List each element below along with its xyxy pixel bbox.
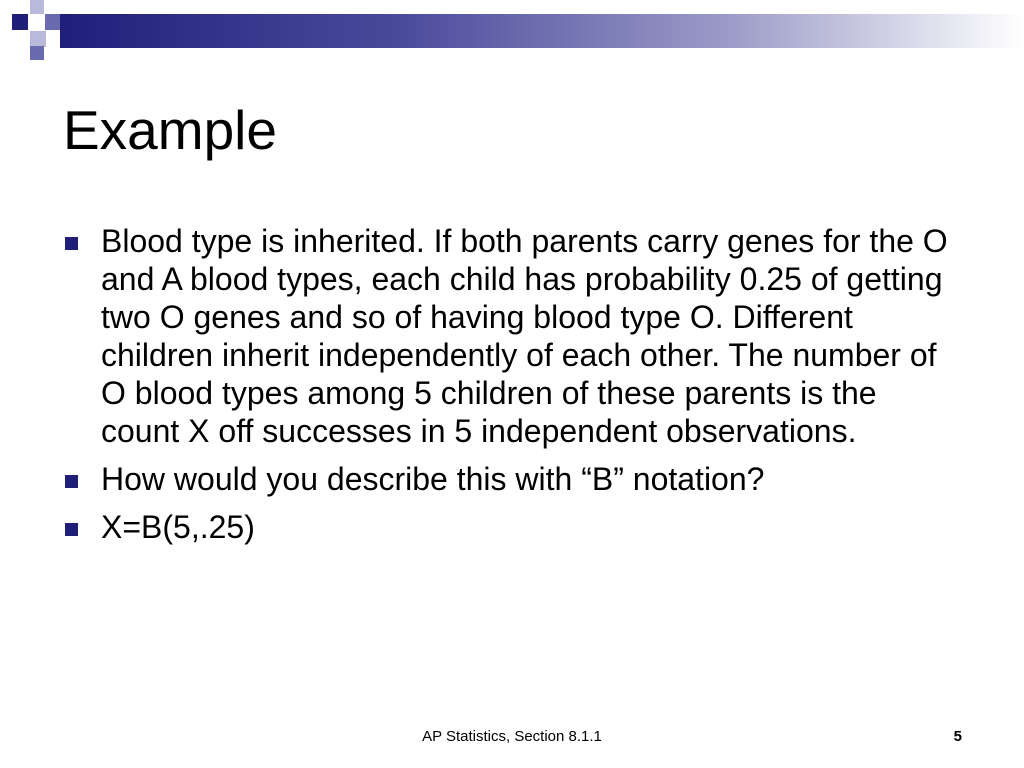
bullet-item xyxy=(62,222,962,450)
bullet-list xyxy=(62,222,962,556)
page-number: 5 xyxy=(953,728,962,745)
slide-title: Example xyxy=(63,99,277,161)
header-gradient-bar xyxy=(60,14,1024,48)
decor-square-light xyxy=(30,31,46,47)
footer-text: AP Statistics, Section 8.1.1 xyxy=(422,728,602,745)
decor-square-dark xyxy=(12,14,28,30)
bullet-text: X=B(5,.25) xyxy=(101,509,255,545)
square-bullet-icon xyxy=(65,237,78,250)
square-bullet-icon xyxy=(65,475,78,488)
decor-square-mid xyxy=(30,46,44,60)
bullet-item xyxy=(62,508,962,546)
square-bullet-icon xyxy=(65,523,78,536)
bullet-item xyxy=(62,460,962,498)
bullet-text: How would you describe this with “B” notation? xyxy=(101,461,765,497)
decor-square-light xyxy=(30,0,44,14)
decor-square-mid xyxy=(45,14,60,30)
bullet-text: Blood type is inherited. If both parents carry genes for the O and A blood types, each child has probability 0.25 of getting two O genes and so of having blood type O. Different children inherit independently of each other. The number of O blood types among 5 children of these parents is the count X off successes in 5 independent observations. xyxy=(101,223,948,449)
